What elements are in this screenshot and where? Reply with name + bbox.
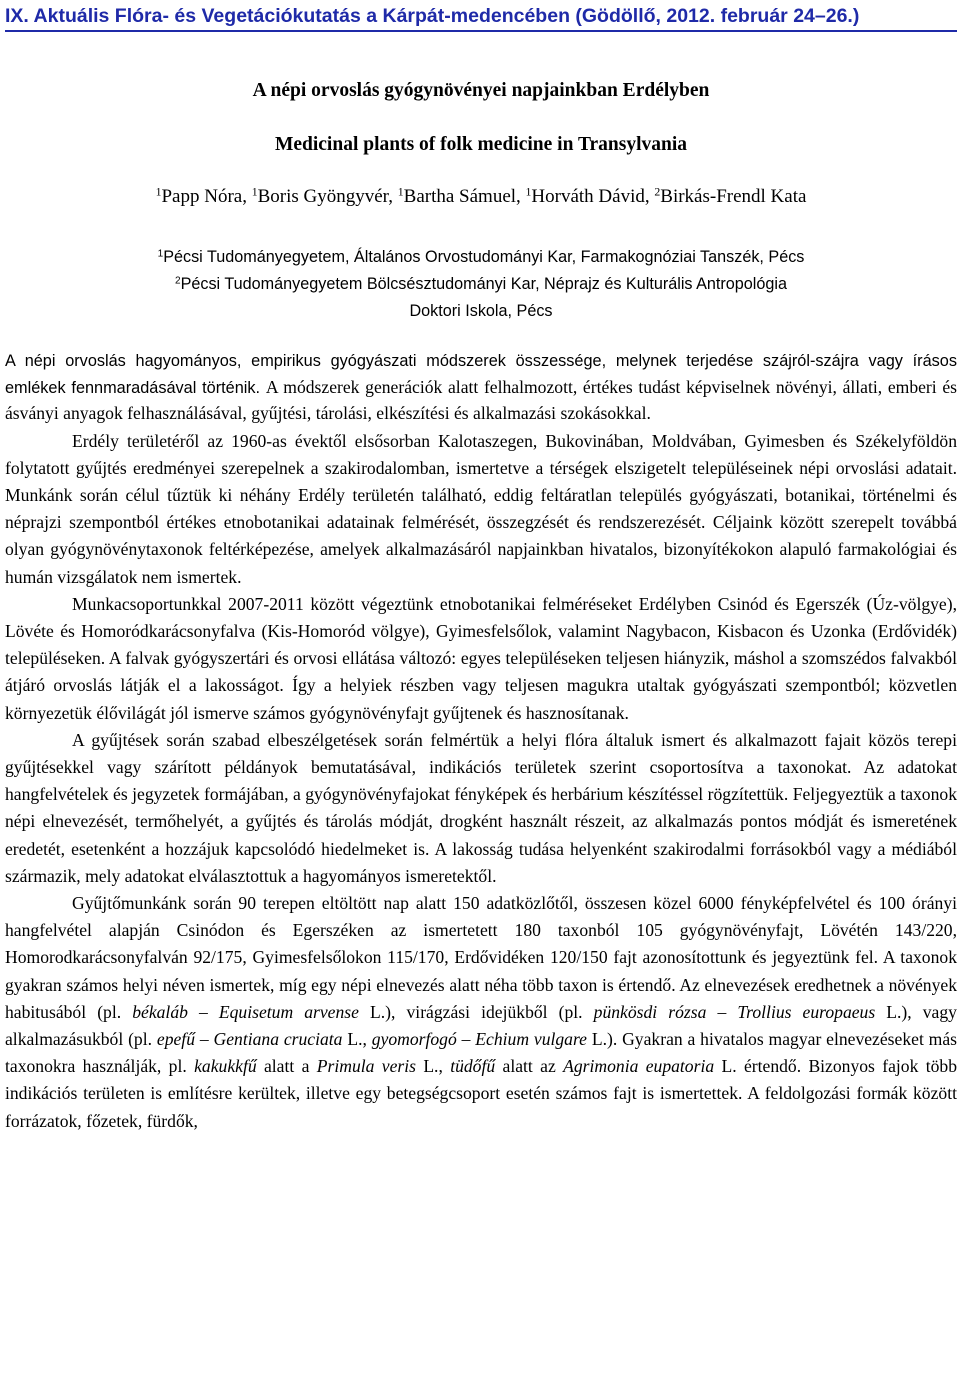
text-run: L., bbox=[423, 1056, 443, 1077]
affiliation-marker: 2 bbox=[174, 275, 181, 287]
latin-name: Equisetum arvense bbox=[218, 1001, 359, 1022]
text-run: L.), virágzási idejükből (pl. bbox=[370, 1001, 583, 1022]
dash: – bbox=[199, 1001, 208, 1022]
author-affiliation-marker: 1 bbox=[397, 185, 404, 199]
author-affiliation-marker: 2 bbox=[654, 185, 661, 199]
dash: – bbox=[717, 1001, 727, 1022]
author-name: Horváth Dávid, bbox=[531, 186, 650, 207]
author-affiliation-marker: 1 bbox=[155, 185, 162, 199]
common-name: gyomorfogó bbox=[371, 1028, 457, 1049]
affiliation-2 bbox=[5, 271, 957, 298]
dash: – bbox=[461, 1028, 471, 1049]
abstract-paragraph bbox=[5, 890, 957, 1135]
author-name: Boris Gyöngyvér, bbox=[257, 186, 393, 207]
author-affiliation-marker: 1 bbox=[525, 185, 532, 199]
sentence: A népi orvoslás hagyományos, empirikus gyógyászati módszerek összessége, melynek terjedése szájról-szájra vagy írásos emlékek fennmaradásával történik. bbox=[5, 352, 957, 397]
common-name: kakukkfű bbox=[194, 1056, 257, 1077]
latin-name: Echium vulgare bbox=[475, 1028, 587, 1049]
affiliation-1 bbox=[5, 244, 957, 271]
abstract-body bbox=[5, 349, 957, 1135]
abstract-paragraph: A gyűjtések során szabad elbeszélgetések során felmértük a helyi flóra általuk ismert és alkalmazott fajait közös terepi gyűjtésekkel vagy szárított példányok bemutatásával, indikációs területek szerint csoportosítva a taxonokat. Az adatokat hangfelvételek és jegyzetek formájában, a gyógynövényfajokat fényképek és herbárium készítéssel rögzítettük. Feljegyeztük a taxonok népi elnevezését, termőhelyét, a gyűjtés és tárolás módját, drogként használt részeit, az alkalmazás pontos módját és ismeretének eredetét, esetenként a hozzájuk kapcsolódó hiedelmeket is. A lakosság tudása helyenként szakirodalmi forrásokból vagy a médiából származik, mely adatokat elválasztottuk a hagyományos ismeretektől. bbox=[5, 729, 957, 886]
abstract-paragraph: Munkacsoportunkkal 2007-2011 között végeztünk etnobotanikai felméréseket Erdélyben Csinód és Egerszék (Úz-völgye), Lövéte és Homoródkarácsonyfalva (Kis-Homoród völgye), Gyimesfelsőlok, valamint Nagybacon, Kisbacon és Uzonka (Erdővidék) településeken. A falvak gyógyszertári és orvosi ellátása változó: egyes településeken teljesen hiányzik, máshol a szomszédos falvakból átjáró orvoslás látják el a lakosságot. Így a helyiek részben vagy teljesen magukra utaltak gyógyászati szempontból; közvetlen környezetük élővilágát jól ismerve számos gyógynövényfajt gyűjtenek és hasznosítanak. bbox=[5, 593, 957, 723]
affiliation-text: Pécsi Tudományegyetem, Általános Orvostudományi Kar, Farmakognóziai Tanszék, Pécs bbox=[163, 248, 805, 266]
common-name: epefű bbox=[156, 1028, 195, 1049]
text-run: L., bbox=[347, 1028, 367, 1049]
author-name: Papp Nóra, bbox=[161, 186, 247, 207]
sentence: A módszerek generációk alatt felhalmozott, értékes tudást képviselnek növényi, állati, emberi és ásványi anyagok felhasználásával, gyűjtési, tárolási, elkészítési és alkalmazási szokásokkal. bbox=[5, 376, 957, 423]
latin-name: Agrimonia eupatoria bbox=[563, 1056, 715, 1077]
abstract-paragraph: Erdély területéről az 1960-as évektől elsősorban Kalotaszegen, Bukovinában, Moldvában, Gyimesben és Székelyföldön folytatott gyűjtés eredményei szerepelnek a szakirodalomban, ismertetve a térségek elszigetelt településeinek népi orvoslási adatait. Munkánk során célul tűztük ki néhány Erdély területén található, eddig feltáratlan település gyógyászati, botanikai, történelmi és néprajzi szempontból értékes etnobotanikai adatainak felmérését, összegzését és rendszerezését. Céljaink között szerepelt továbbá olyan gyógynövénytaxonok feltérképezése, amelyek alkalmazásáról napjainkban hivatalos, bizonyítékokon alapuló farmakológiai és humán vizsgálatok nem ismertek. bbox=[5, 430, 957, 587]
author-affiliation-marker: 1 bbox=[251, 185, 258, 199]
title-english: Medicinal plants of folk medicine in Transylvania bbox=[274, 134, 688, 155]
affiliation-2-continued: Doktori Iskola, Pécs bbox=[409, 302, 553, 320]
text-run: alatt a bbox=[263, 1056, 310, 1077]
text-run: alatt az bbox=[502, 1056, 556, 1077]
common-name: békaláb bbox=[132, 1001, 188, 1022]
author-name: Birkás-Frendl Kata bbox=[660, 186, 807, 207]
dash: – bbox=[199, 1028, 209, 1049]
affiliations bbox=[5, 244, 957, 325]
title-hungarian: A népi orvoslás gyógynövényei napjainkban Erdélyben bbox=[252, 80, 710, 101]
affiliation-text: Pécsi Tudományegyetem Bölcsésztudományi Kar, Néprajz és Kulturális Antropológia bbox=[180, 275, 788, 293]
latin-name: Trollius europaeus bbox=[737, 1001, 876, 1022]
text-run: L. értendő. Bizonyos fajok több indikációs területen is említésre kerültek, illetve egy betegségcsoport esetén számos fajt is ismertettek. A feldolgozási formák között forrázatok, főzetek, fürdők, bbox=[5, 1056, 958, 1131]
text-run: Gyűjtőmunkánk során 90 terepen eltöltött nap alatt 150 adatközlőtől, összesen közel 6000 fényképfelvétel és 100 órányi hangfelvétel alapján Csinódon és Egerszéken az ismertetett 180 taxonból 105 gyógynövényfajt, Lövétén 143/220, Homorodkarácsonyfalván 92/175, Gyimesfelsőlokon 115/170, Erdővidéken 120/150 fajt azonosítottunk és jegyeztünk fel. A taxonok gyakran számos helyi néven ismertek, míg egy népi elnevezés alatt néha több taxon is értendő. Az elnevezések eredhetnek a növények habitusából (pl. bbox=[5, 892, 957, 1022]
author-list bbox=[5, 186, 957, 208]
abstract-paragraph bbox=[5, 349, 957, 428]
common-name: pünkösdi rózsa bbox=[593, 1001, 707, 1022]
conference-header: IX. Aktuális Flóra- és Vegetációkutatás a Kárpát-medencében (Gödöllő, 2012. február 24–26.) bbox=[5, 4, 957, 32]
author-name: Bartha Sámuel, bbox=[403, 186, 521, 207]
common-name: tüdőfű bbox=[450, 1056, 496, 1077]
latin-name: Primula veris bbox=[316, 1056, 416, 1077]
affiliation-marker: 1 bbox=[157, 248, 164, 260]
latin-name: Gentiana cruciata bbox=[213, 1028, 343, 1049]
text-run: L.), vagy alkalmazásukból (pl. bbox=[5, 1001, 957, 1049]
text-run: L.). Gyakran a hivatalos magyar elnevezéseket más taxonokra használják, pl. bbox=[5, 1028, 958, 1077]
